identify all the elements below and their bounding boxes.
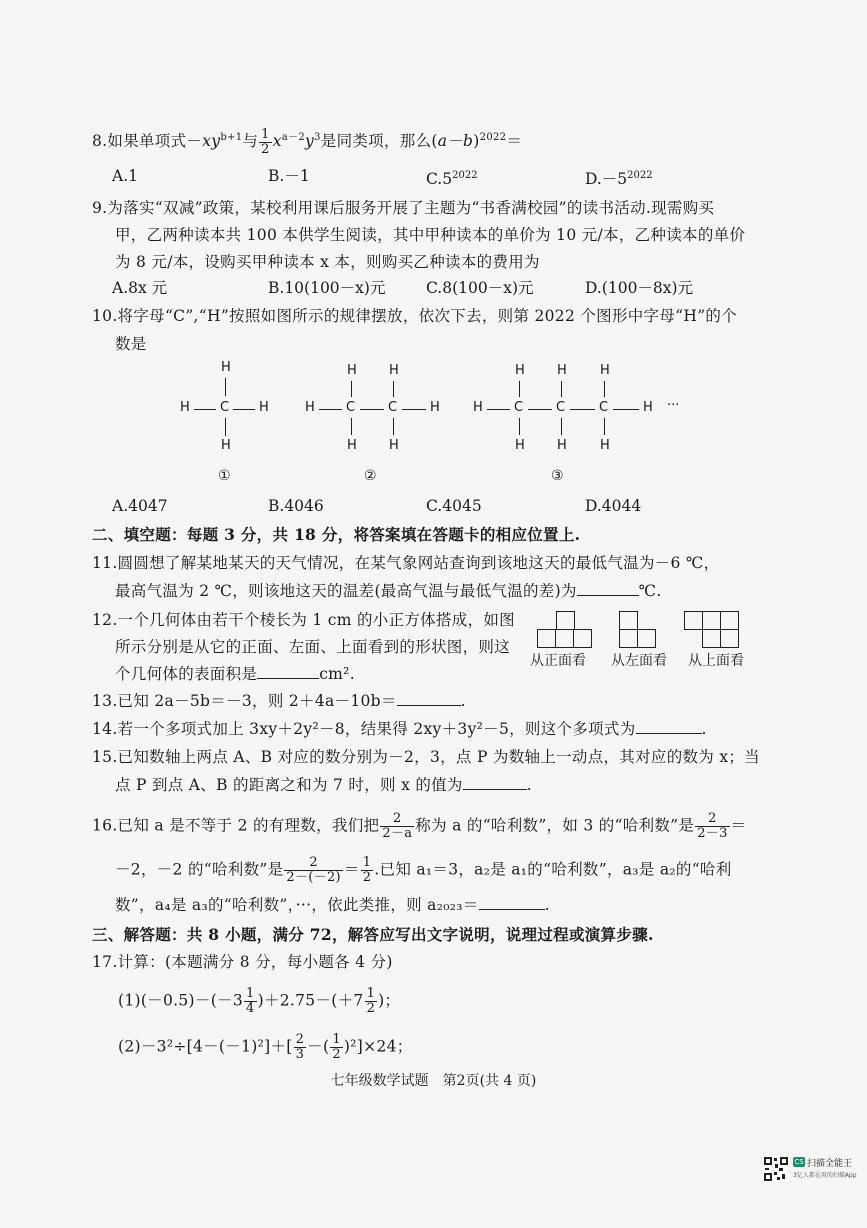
q8-exponent: 2022 [479,132,507,143]
numerator: 2 [695,812,729,827]
bond [487,409,510,410]
q13-text: 13.已知 2a－5b＝－3，则 2＋4a－10b＝ [92,692,397,710]
q8-term: xy [202,132,221,151]
q17-fraction [365,987,378,1016]
c-atom: C [599,400,609,415]
q8-option-d [585,165,653,190]
q16-text: ＝ [343,860,360,879]
view-square [619,611,638,630]
view-square [702,629,721,648]
q15-text: . [526,776,532,794]
numerator: 2 [380,812,414,827]
qr-code-icon [763,1156,789,1182]
question-15-line-1: 15.已知数轴上两点 A、B 对应的数分别为－2，3，点 P 为数轴上一动点，其对应的数为 x；当 [92,748,760,766]
h-atom: H [600,438,610,453]
denominator: 2 [261,141,270,157]
q16-text: －2，－2 的“哈利数”是 [115,860,284,879]
denominator: 2－(－2) [286,870,341,885]
h-atom: H [557,438,567,453]
h-atom: H [430,400,440,415]
scanner-watermark [763,1150,857,1190]
section-2-heading: 二、填空题：每题 3 分，共 18 分，将答案填在答题卡的相应位置上. [92,525,581,544]
bond [604,418,605,435]
bond [351,381,352,397]
numerator: 1 [332,1032,341,1047]
q17-text: )； [378,991,401,1010]
denominator: 4 [246,1001,255,1016]
q16-text: . [544,896,550,914]
h-atom: H [389,363,399,378]
bond [528,409,552,410]
view-square [720,629,739,648]
q11-text: 最高气温为 2 ℃，则该地这天的温差(最高气温与最低气温的差)为 [115,582,577,600]
bond [225,378,226,396]
q13-text: . [460,692,466,710]
bond [402,409,426,410]
q8-exponent: b+1 [220,132,243,143]
bond [233,409,255,410]
answer-blank [636,719,702,734]
question-12-line-3 [115,663,355,685]
scanner-brand: 扫描全能王 [807,1159,853,1169]
q16-text: .已知 a₁＝3，a₂是 a₁的“哈利数”，a₃是 a₂的“哈利 [374,860,732,879]
q8-option-b: B.－1 [268,167,310,185]
view-square [720,611,739,630]
q16-text: 数”，a₄是 a₃的“哈利数”，···，依此类推，则 a₂₀₂₃＝ [115,896,479,914]
question-17-title: 17.计算：(本题满分 8 分，每小题各 4 分) [92,953,393,971]
q16-fraction [695,812,729,841]
h-atom: H [180,400,190,415]
view-square [684,611,703,630]
h-atom: H [643,400,653,415]
h-atom: H [347,363,357,378]
q8-exponent: 3 [314,132,321,143]
q11-text: ℃. [638,582,662,600]
option-exponent: 2022 [452,170,478,181]
h-atom: H [259,400,269,415]
bond [519,418,520,435]
ellipsis: ··· [667,398,680,413]
view-square [573,629,592,648]
scanner-logo-icon: CS [794,1158,804,1166]
q12-text: 个几何体的表面积是 [115,665,258,683]
c-atom: C [220,400,230,415]
q8-exponent: a－2 [281,132,306,143]
q17-text: (1)(－0.5)－(－3 [118,991,244,1010]
view-square [556,611,575,630]
question-12-line-1: 12.一个几何体由若干个棱长为 1 cm 的小正方体搭成，如图 [92,611,515,629]
h-atom: H [600,363,610,378]
q16-fraction [361,856,374,885]
q8-option-c [426,165,478,190]
bond [225,418,226,436]
h-atom: H [389,438,399,453]
q14-text: 14.若一个多项式加上 3xy＋2y²－8，结果得 2xy＋3y²－5，则这个多项式为 [92,720,636,738]
h-atom: H [347,438,357,453]
page-footer: 七年级数学试题 第2页(共 4 页) [330,1073,537,1089]
option-text: D.－5 [585,170,628,189]
view-square [555,629,574,648]
option-text: C.5 [426,170,453,189]
q8-option-a: A.1 [112,167,138,185]
question-10-line-2: 数是 [115,335,147,353]
q8-term: y [305,132,315,151]
view-square [637,629,656,648]
q16-text: 16.已知 a 是不等于 2 的有理数，我们把 [92,816,380,835]
q16-fraction [380,812,414,841]
q9-option-b: B.10(100－x)元 [268,279,386,297]
top-view-label: 从上面看 [688,653,744,669]
question-16-line-3 [115,894,550,916]
bond [613,409,639,410]
q17-fraction [294,1033,307,1062]
question-11-line-1: 11.圆圆想了解某地某天的天气情况，在某气象网站查询到该地这天的最低气温为－6 ℃， [92,554,720,572]
q9-option-a: A.8x 元 [112,279,168,297]
q8-text: 是同类项，那么( [320,132,438,151]
c-atom: C [388,400,398,415]
bond [561,381,562,397]
q16-text: ＝ [730,816,747,835]
c-atom: C [556,400,566,415]
bond [519,381,520,397]
bond [351,418,352,435]
question-9-line-1: 9.为落实“双减”政策，某校利用课后服务开展了主题为“书香满校园”的读书活动.现需购买 [92,199,715,217]
numerator: 1 [261,126,270,142]
scanner-tagline: 3亿人都在用的扫描App [793,1172,857,1179]
q15-text: 点 P 到点 A、B 的距离之和为 7 时，则 x 的值为 [115,776,463,794]
h-atom: H [305,400,315,415]
q9-option-d: D.(100－8x)元 [585,279,694,297]
section-3-heading: 三、解答题：共 8 小题，满分 72，解答应写出文字说明，说理过程或演算步骤. [92,925,654,944]
figure-label: ③ [551,468,564,484]
question-11-line-2 [115,580,662,602]
answer-blank [463,775,527,790]
denominator: 3 [295,1047,305,1062]
answer-blank [577,581,639,596]
left-view-label: 从左面看 [611,653,667,669]
view-square [619,629,638,648]
question-10-line-1: 10.将字母“C”,“H”按照如图所示的规律摆放，依次下去，则第 2022 个图形中字母“H”的个 [92,307,738,325]
view-square [702,611,721,630]
q17-fraction [330,1033,343,1062]
question-8 [92,127,522,157]
q10-option-b: B.4046 [268,497,324,515]
q16-text: 称为 a 的“哈利数”，如 3 的“哈利数”是 [415,816,695,835]
numerator: 2 [295,1032,305,1047]
q10-option-d: D.4044 [585,497,642,515]
numerator: 1 [246,986,255,1001]
answer-blank [257,664,319,679]
q17-text: )＋2.75－(＋7 [257,991,364,1010]
bond [319,409,342,410]
denominator: 2 [366,1001,376,1016]
question-9-line-3: 为 8 元/本，设购买甲种读本 x 本，则购买乙种读本的费用为 [115,253,540,271]
question-17-part-2 [118,1033,413,1062]
bond [570,409,595,410]
h-atom: H [473,400,483,415]
h-atom: H [221,438,231,453]
h-atom: H [557,363,567,378]
c-atom: C [346,400,356,415]
q8-text: ＝ [506,132,523,151]
q8-fraction [259,128,272,157]
front-view-label: 从正面看 [530,653,586,669]
denominator: 2 [362,870,372,885]
q17-fraction [244,987,257,1016]
question-16-line-2 [115,856,732,885]
c-atom: C [514,400,524,415]
q8-term: x [272,132,282,151]
option-exponent: 2022 [627,170,653,181]
q8-term: a－b [437,132,474,151]
figure-label: ① [218,468,231,484]
question-17-part-1 [118,987,400,1016]
bond [604,381,605,397]
question-14 [92,718,707,740]
question-16-line-1 [92,812,746,841]
q12-text: cm². [319,665,355,683]
bond [393,381,394,397]
view-square [537,629,556,648]
answer-blank [479,895,545,910]
q8-text: 8.如果单项式－ [92,132,203,151]
bond [393,418,394,435]
bond [561,418,562,435]
denominator: 2 [332,1047,341,1062]
denominator: 2－3 [697,826,728,841]
numerator: 1 [362,855,372,870]
denominator: 2－a [382,826,413,841]
q16-fraction [284,856,343,885]
question-12-line-2: 所示分别是从它的正面、左面、上面看到的形状图，则这 [115,638,511,656]
h-atom: H [515,438,525,453]
question-15-line-2 [115,774,532,796]
question-9-line-2: 甲，乙两种读本共 100 本供学生阅读，其中甲种读本的单价为 10 元/本，乙种读本的单价 [115,226,746,244]
q17-text: (2)－3²÷[4－(－1)²]＋[ [118,1037,293,1056]
q8-text: 与 [242,132,259,151]
h-atom: H [515,363,525,378]
bond [194,409,216,410]
q17-text: )²]×24； [343,1037,413,1056]
numerator: 1 [366,986,376,1001]
q17-text: －( [307,1037,330,1056]
answer-blank [397,691,461,706]
q8-text: ) [473,132,480,151]
bond [360,409,384,410]
numerator: 2 [284,856,343,871]
q10-option-a: A.4047 [112,497,168,515]
question-13 [92,690,466,712]
h-atom: H [221,360,231,375]
q14-text: . [701,720,707,738]
q9-option-c: C.8(100－x)元 [426,279,534,297]
figure-label: ② [364,468,377,484]
q10-option-c: C.4045 [426,497,482,515]
